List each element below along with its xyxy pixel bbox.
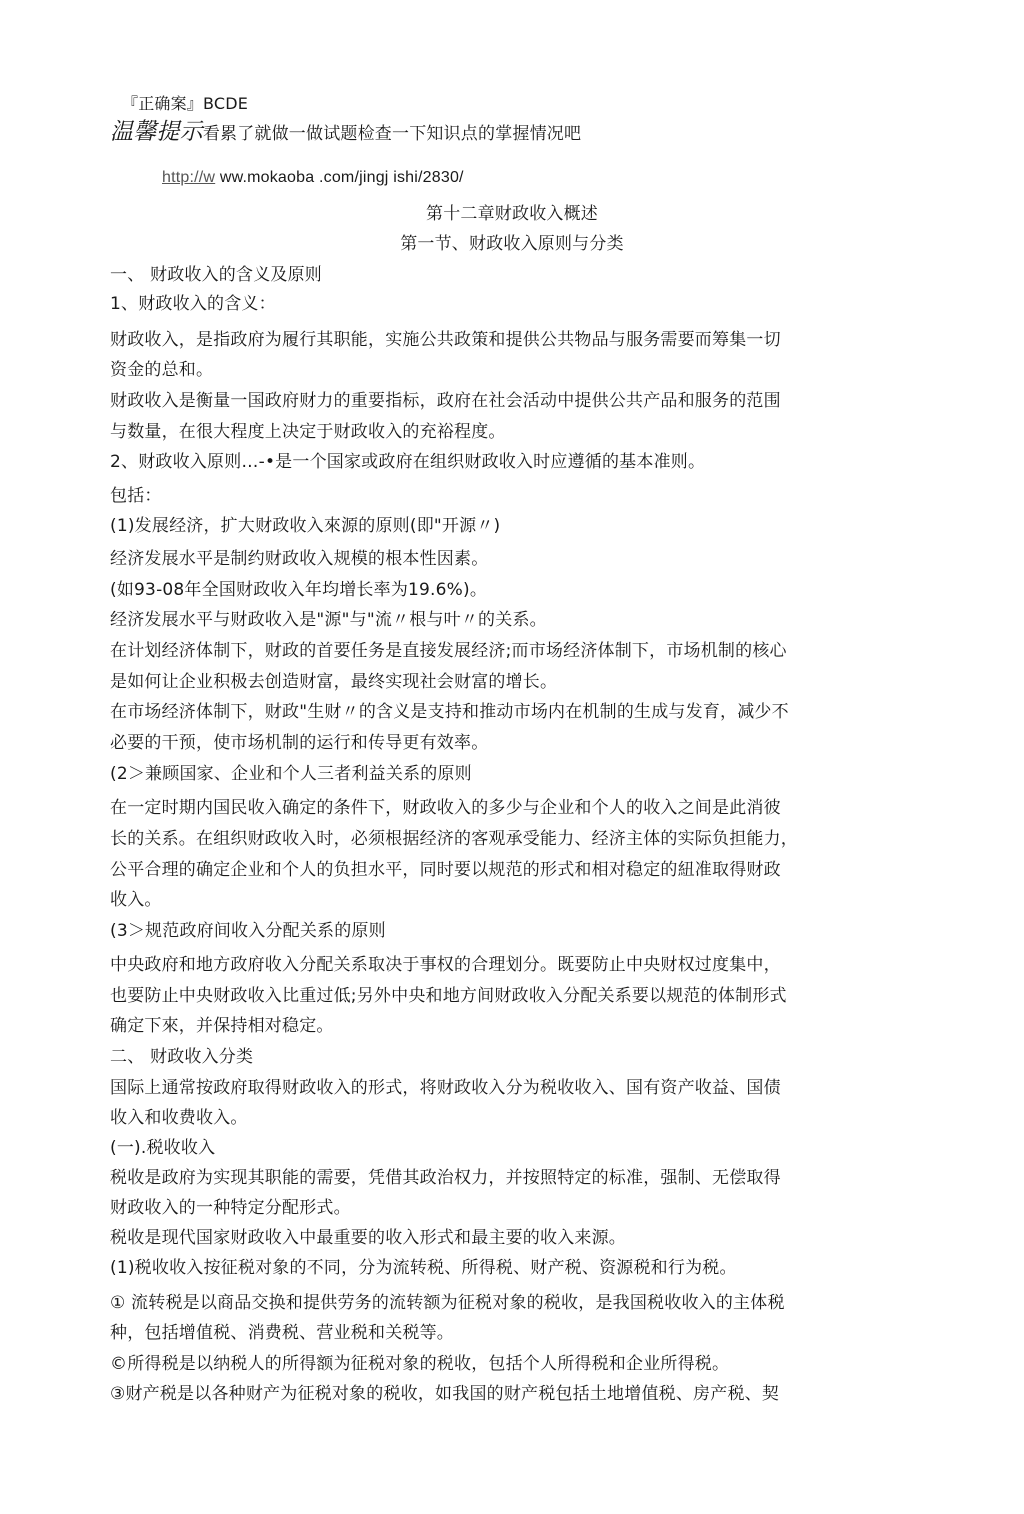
tip-text: 看累了就做一做试题检查一下知识点的掌握情况吧 <box>202 124 582 144</box>
body-line: 长的关系。在组织财政收入时，必须根据经济的客观承受能力、经济主体的实际负担能力， <box>110 829 798 849</box>
body-line: (1)税收收入按征税对象的不同，分为流转税、所得税、财产税、资源税和行为税。 <box>110 1258 737 1278</box>
body-line: 在计划经济体制下，财政的首要任务是直接发展经济;而市场经济体制下，市场机制的核心 <box>110 641 787 661</box>
tip-heading: 温馨提示 <box>110 119 203 145</box>
body-line: 是如何让企业积极去创造财富，最终实现社会财富的增长。 <box>110 672 558 692</box>
url-line[interactable] <box>162 166 962 190</box>
body-line: 与数量，在很大程度上决定于财政收入的充裕程度。 <box>110 422 506 442</box>
url-rest: ww.mokaoba .com/jingj ishi/2830/ <box>215 169 464 186</box>
body-line: 财政收入，是指政府为履行其职能，实施公共政策和提供公共物品与服务需要而筹集一切 <box>110 330 781 350</box>
body-line: 在一定时期内国民收入确定的条件下，财政收入的多少与企业和个人的收入之间是此消彼 <box>110 798 781 818</box>
section-title: 第一节、财政收入原则与分类 <box>400 234 624 254</box>
body-line: 财政收入是衡量一国政府财力的重要指标，政府在社会活动中提供公共产品和服务的范围 <box>110 391 781 411</box>
tip-line <box>110 120 910 146</box>
body-line: 收入。 <box>110 890 162 910</box>
answer-line: 『正确案』BCDE <box>122 94 249 113</box>
body-line: 中央政府和地方政府收入分配关系取决于事权的合理划分。既要防止中央财权过度集中， <box>110 955 781 975</box>
body-line: 在市场经济体制下，财政"生财〃的含义是支持和推动市场内在机制的生成与发育，减少不 <box>110 702 789 722</box>
body-line: 一、 财政收入的含义及原则 <box>110 265 323 285</box>
body-line: 种，包括增值税、消费税、营业税和关税等。 <box>110 1323 454 1343</box>
url-prefix[interactable]: http://w <box>162 169 216 186</box>
body-line: 包括： <box>110 486 162 506</box>
body-line: 国际上通常按政府取得财政收入的形式，将财政收入分为税收收入、国有资产收益、国债 <box>110 1078 781 1098</box>
body-line: 公平合理的确定企业和个人的负担水平，同时要以规范的形式和相对稳定的紐准取得财政 <box>110 860 781 880</box>
body-line: (2＞兼顾国家、企业和个人三者利益关系的原则 <box>110 764 472 784</box>
body-line: 2、财政收入原则…-•是一个国家或政府在组织财政收入时应遵循的基本准则。 <box>110 452 706 472</box>
body-line: 经济发展水平与财政收入是"源"与"流〃根与叶〃的关系。 <box>110 610 547 630</box>
body-line: 税收是现代国家财政收入中最重要的收入形式和最主要的收入来源。 <box>110 1228 626 1248</box>
body-line: 资金的总和。 <box>110 360 214 380</box>
body-line: (一).税收收入 <box>110 1138 216 1158</box>
body-line: ① 流转税是以商品交换和提供劳务的流转额为征税对象的税收，是我国税收收入的主体税 <box>110 1293 785 1313</box>
body-line: ③财产税是以各种财产为征税对象的税收，如我国的财产税包括土地增值税、房产税、契 <box>110 1384 780 1404</box>
body-line: ©所得税是以纳税人的所得额为征税对象的税收，包括个人所得税和企业所得税。 <box>110 1354 730 1374</box>
chapter-title: 第十二章财政收入概述 <box>426 204 598 224</box>
body-line: 必要的干预，使市场机制的运行和传导更有效率。 <box>110 733 489 753</box>
body-line: 确定下來，并保持相对稳定。 <box>110 1016 334 1036</box>
body-line: (1)发展经济，扩大财政收入來源的原则(即"开源〃) <box>110 516 501 536</box>
body-line: 1、财政收入的含义： <box>110 294 276 314</box>
body-line: 税收是政府为实现其职能的需要，凭借其政治权力，并按照特定的标准，强制、无偿取得 <box>110 1168 781 1188</box>
body-line: 二、 财政收入分类 <box>110 1047 254 1067</box>
body-line: 财政收入的一种特定分配形式。 <box>110 1198 351 1218</box>
body-line: 也要防止中央财政收入比重过低;另外中央和地方间财政收入分配关系要以规范的体制形式 <box>110 986 787 1006</box>
body-line: 收入和收费收入。 <box>110 1108 248 1128</box>
body-line: (如93-08年全国财政收入年均增长率为19.6%)。 <box>110 580 488 600</box>
body-line: 经济发展水平是制约财政收入规模的根本性因素。 <box>110 549 489 569</box>
body-line: (3＞规范政府间收入分配关系的原则 <box>110 921 386 941</box>
